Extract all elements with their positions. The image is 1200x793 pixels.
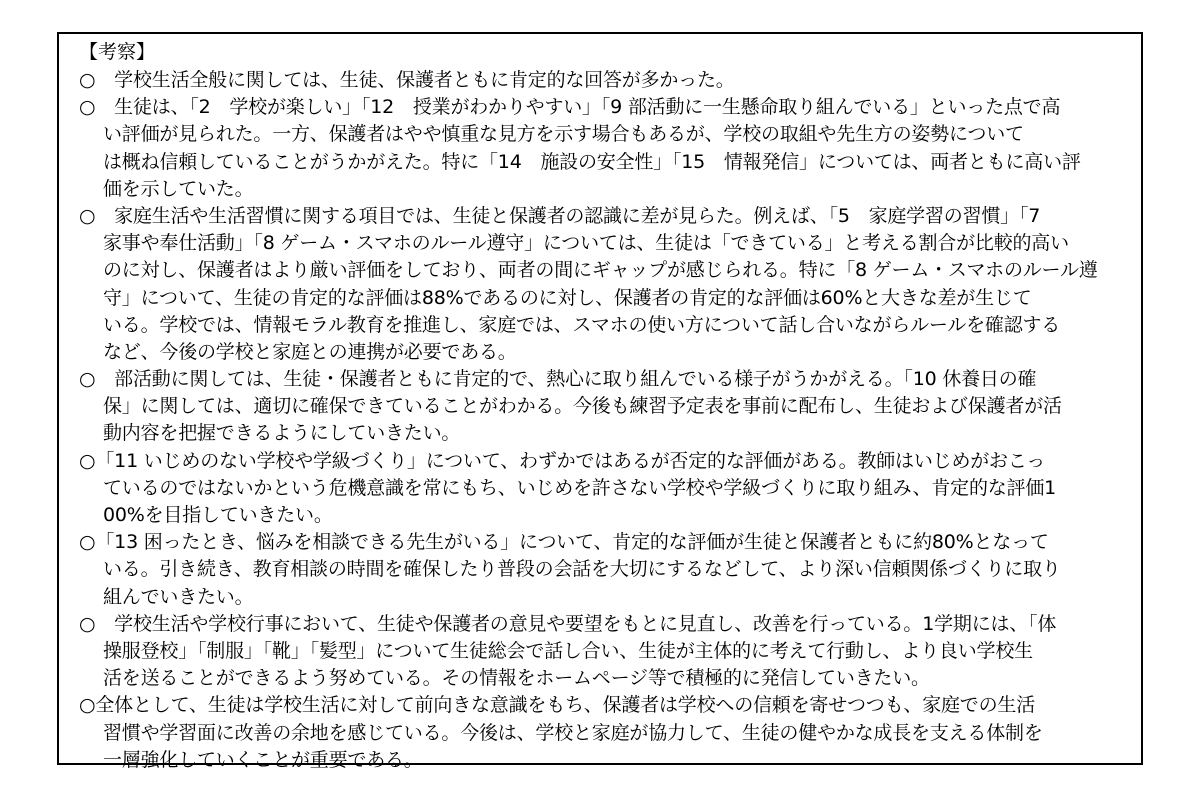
paragraph-7 xyxy=(79,611,1119,693)
paragraph-line: い評価が見られた。一方、保護者はやや慎重な見方を示す場合もあるが、学校の取組や先生方の姿勢について xyxy=(103,123,1024,146)
paragraph-line: いる。引き続き、教育相談の時間を確保したり普段の会話を大切にするなどして、より深い信頼関係づくりに取り xyxy=(103,558,1061,581)
paragraph-line: 動内容を把握できるようにしていきたい。 xyxy=(103,422,461,445)
paragraph-line: 操服登校」「制服」「靴」「髪型」について生徒総会で話し合い、生徒が主体的に考えて行動し、より良い学校生 xyxy=(103,639,1033,662)
paragraph-line: 組んでいきたい。 xyxy=(103,585,254,608)
paragraph-line: 家事や奉仕活動」「8 ゲーム・スマホのルール遵守」については、生徒は「できている」と考える割合が比較的高い xyxy=(103,232,1069,255)
paragraph-8 xyxy=(79,692,1119,774)
paragraph-line: 00%を目指していきたい。 xyxy=(103,504,333,526)
paragraph-line: は概ね信頼していることがうかがえた。特に「14 施設の安全性」「15 情報発信」については、両者ともに高い評 xyxy=(103,150,1081,173)
paragraph-line: ○ 家庭生活や生活習慣に関する項目では、生徒と保護者の認識に差が見らた。例えば、「5 家庭学習の習慣」「7 xyxy=(79,204,1041,227)
considerations-box xyxy=(57,32,1143,771)
paragraph-line: 習慣や学習面に改善の余地を感じている。今後は、学校と家庭が協力して、生徒の健やかな成長を支える体制を xyxy=(103,721,1043,744)
paragraph-line: ○ 学校生活全般に関しては、生徒、保護者ともに肯定的な回答が多かった。 xyxy=(79,69,735,91)
paragraph-3 xyxy=(79,203,1119,366)
paragraph-line: ○ 部活動に関しては、生徒・保護者ともに肯定的で、熱心に取り組んでいる様子がうかがえる。「10 休養日の確 xyxy=(79,368,1037,391)
paragraph-line: のに対し、保護者はより厳い評価をしており、両者の間にギャップが感じられる。特に「8 ゲーム・スマホのルール遵 xyxy=(103,259,1098,282)
paragraph-6 xyxy=(79,529,1119,611)
paragraph-line: 守」について、生徒の肯定的な評価は88%であるのに対し、保護者の肯定的な評価は60%と大きな差が生じて xyxy=(103,286,1032,309)
paragraph-line: ○ 生徒は、「2 学校が楽しい」「12 授業がわかりやすい」「9 部活動に一生懸命取り組んでいる」といった点で高 xyxy=(79,96,1061,119)
paragraph-line: など、今後の学校と家庭との連携が必要である。 xyxy=(103,340,517,363)
paragraph-line: 保」に関しては、適切に確保できていることがわかる。今後も練習予定表を事前に配布し、生徒および保護者が活 xyxy=(103,395,1062,418)
paragraph-4 xyxy=(79,366,1119,448)
paragraph-line: ○「13 困ったとき、悩みを相談できる先生がいる」について、肯定的な評価が生徒と保護者ともに約80%となって xyxy=(79,531,1049,554)
paragraph-5 xyxy=(79,448,1119,530)
paragraph-line: ○ 学校生活や学校行事において、生徒や保護者の意見や要望をもとに見直し、改善を行っている。1学期には、「体 xyxy=(79,612,1057,635)
paragraph-line: ているのではないかという危機意識を常にもち、いじめを許さない学校や学級づくりに取り組み、肯定的な評価1 xyxy=(103,476,1057,499)
paragraph-2 xyxy=(79,94,1119,203)
paragraph-line: ○全体として、生徒は学校生活に対して前向きな意識をもち、保護者は学校への信頼を寄せつつも、家庭での生活 xyxy=(79,694,1036,717)
paragraph-line: いる。学校では、情報モラル教育を推進し、家庭では、スマホの使い方について話し合いながらルールを確認する xyxy=(103,313,1061,336)
paragraph-line: ○「11 いじめのない学校や学級づくり」について、わずかではあるが否定的な評価がある。教師はいじめがおこっ xyxy=(79,449,1046,472)
paragraph-line: 活を送ることができるよう努めている。その情報をホームページ等で積極的に発信していきたい。 xyxy=(103,667,930,690)
paragraph-1 xyxy=(79,67,1119,94)
paragraph-line: 一層強化していくことが重要である。 xyxy=(103,748,423,771)
section-heading: 【考察】 xyxy=(79,41,156,63)
paragraph-line: 価を示していた。 xyxy=(103,177,254,200)
